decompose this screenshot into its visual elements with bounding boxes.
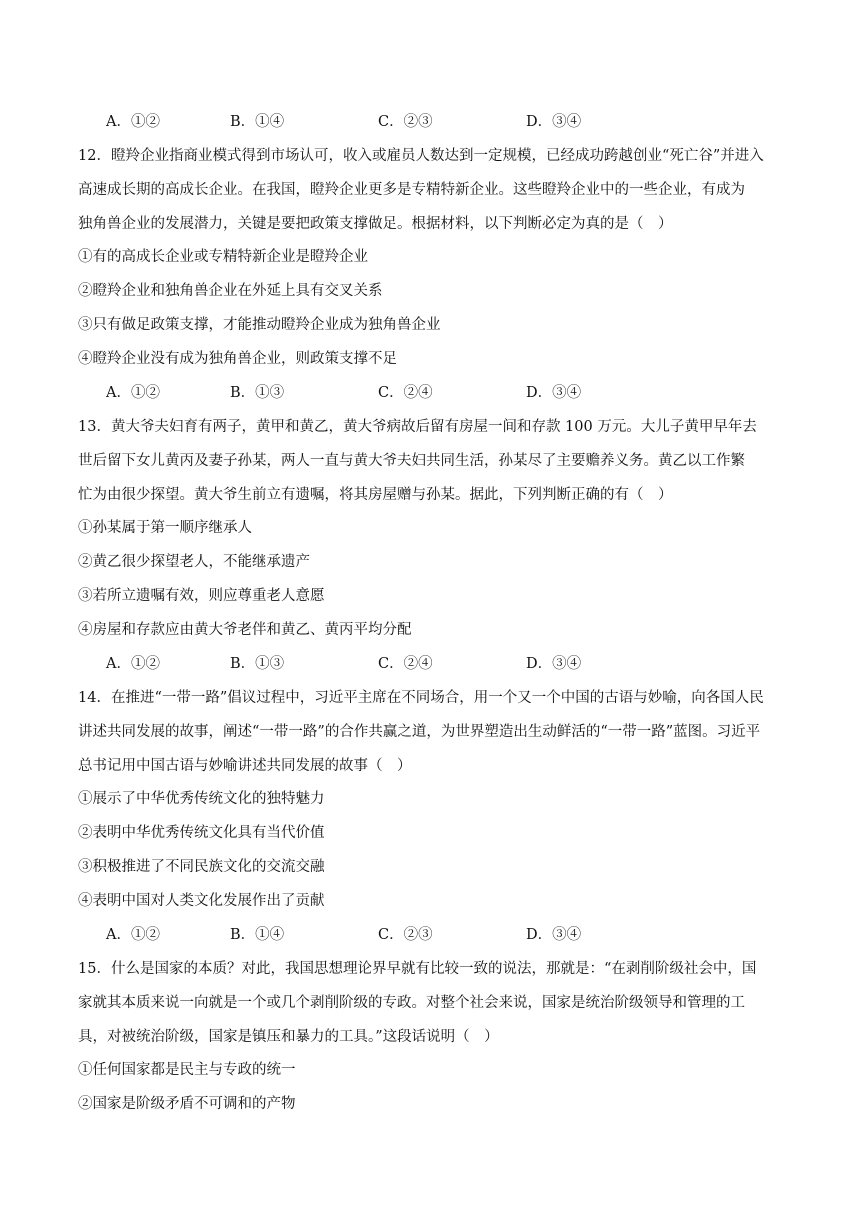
q11-option-c[interactable]: C．②③ xyxy=(378,114,433,130)
q15-stem-line-1: 15．什么是国家的本质？对此，我国思想理论界早就有比较一致的说法，那就是：“在剥削阶级社会中，国 xyxy=(78,961,757,977)
q14-option-c[interactable]: C．②③ xyxy=(378,927,433,943)
q12-stem-line-2: 高速成长期的高成长企业。在我国，瞪羚企业更多是专精特新企业。这些瞪羚企业中的一些企业，有成为 xyxy=(78,182,745,198)
q12-options xyxy=(106,383,766,403)
q13-statement-4: ④房屋和存款应由黄大爷老伴和黄乙、黄丙平均分配 xyxy=(78,622,412,638)
q13-option-d[interactable]: D．③④ xyxy=(526,656,582,672)
q14-option-a[interactable]: A．①② xyxy=(106,927,160,943)
q11-options xyxy=(106,112,766,132)
q14-stem-line-3: 总书记用中国古语与妙喻讲述共同发展的故事（ ） xyxy=(78,758,412,774)
q12-statement-3: ③只有做足政策支撑，才能推动瞪羚企业成为独角兽企业 xyxy=(78,317,441,333)
q14-stem-line-2: 讲述共同发展的故事，阐述“一带一路”的合作共赢之道，为世界塑造出生动鲜活的“一带一路”蓝图。习近平 xyxy=(78,724,761,740)
q12-statement-4: ④瞪羚企业没有成为独角兽企业，则政策支撑不足 xyxy=(78,351,397,367)
q12-option-c[interactable]: C．②④ xyxy=(378,385,433,401)
q11-option-b[interactable]: B．①④ xyxy=(230,114,285,130)
q13-stem-line-3: 忙为由很少探望。黄大爷生前立有遗嘱，将其房屋赠与孙某。据此，下列判断正确的有（ ） xyxy=(78,487,673,503)
q12-option-b[interactable]: B．①③ xyxy=(230,385,285,401)
q13-options xyxy=(106,654,766,674)
q15-stem-line-2: 家就其本质来说一向就是一个或几个剥削阶级的专政。对整个社会来说，国家是统治阶级领导和管理的工 xyxy=(78,995,745,1011)
q12-option-a[interactable]: A．①② xyxy=(106,385,160,401)
q13-statement-1: ①孙某属于第一顺序继承人 xyxy=(78,520,252,536)
q14-options xyxy=(106,925,766,945)
q13-option-b[interactable]: B．①③ xyxy=(230,656,285,672)
q12-stem-line-3: 独角兽企业的发展潜力，关键是要把政策支撑做足。根据材料，以下判断必定为真的是（ ） xyxy=(78,216,673,232)
q15-statement-2: ②国家是阶级矛盾不可调和的产物 xyxy=(78,1096,296,1112)
q14-option-b[interactable]: B．①④ xyxy=(230,927,285,943)
q14-statement-4: ④表明中国对人类文化发展作出了贡献 xyxy=(78,893,325,909)
q11-option-d[interactable]: D．③④ xyxy=(526,114,582,130)
q13-statement-3: ③若所立遗嘱有效，则应尊重老人意愿 xyxy=(78,588,325,604)
q13-option-c[interactable]: C．②④ xyxy=(378,656,433,672)
q14-option-d[interactable]: D．③④ xyxy=(526,927,582,943)
q15-stem-line-3: 具，对被统治阶级，国家是镇压和暴力的工具。”这段话说明（ ） xyxy=(78,1029,499,1045)
q12-statement-2: ②瞪羚企业和独角兽企业在外延上具有交叉关系 xyxy=(78,283,383,299)
q15-statement-1: ①任何国家都是民主与专政的统一 xyxy=(78,1062,296,1078)
q12-statement-1: ①有的高成长企业或专精特新企业是瞪羚企业 xyxy=(78,249,368,265)
q14-statement-1: ①展示了中华优秀传统文化的独特魅力 xyxy=(78,791,325,807)
q11-option-a[interactable]: A．①② xyxy=(106,114,160,130)
q14-statement-3: ③积极推进了不同民族文化的交流交融 xyxy=(78,859,325,875)
q13-option-a[interactable]: A．①② xyxy=(106,656,160,672)
q14-statement-2: ②表明中华优秀传统文化具有当代价值 xyxy=(78,825,325,841)
q13-stem-line-1: 13．黄大爷夫妇育有两子，黄甲和黄乙，黄大爷病故后留有房屋一间和存款 100 万元。大儿子黄甲早年去 xyxy=(78,419,757,435)
q13-statement-2: ②黄乙很少探望老人，不能继承遗产 xyxy=(78,554,310,570)
q12-option-d[interactable]: D．③④ xyxy=(526,385,582,401)
q12-stem-line-1: 12．瞪羚企业指商业模式得到市场认可，收入或雇员人数达到一定规模，已经成功跨越创业“死亡谷”并进入 xyxy=(78,148,764,164)
q13-stem-line-2: 世后留下女儿黄丙及妻子孙某，两人一直与黄大爷夫妇共同生活，孙某尽了主要赡养义务。黄乙以工作繁 xyxy=(78,453,745,469)
q14-stem-line-1: 14．在推进“一带一路”倡议过程中，习近平主席在不同场合，用一个又一个中国的古语与妙喻，向各国人民 xyxy=(78,690,764,706)
